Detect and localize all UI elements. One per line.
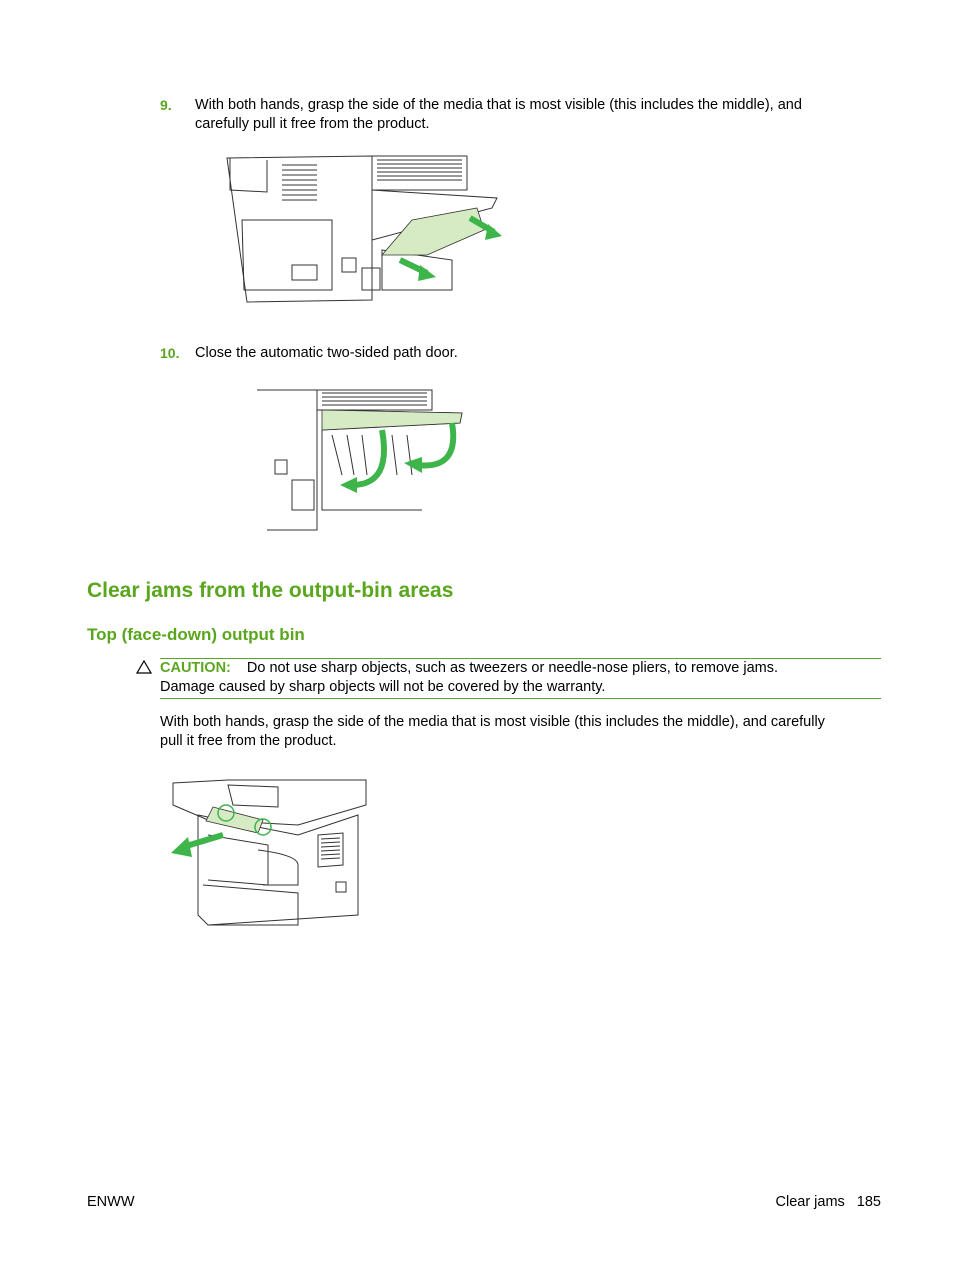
step-9-text: [195, 96, 895, 134]
step-9-text-line1: With both hands, grasp the side of the media that is most visible (this includes the middle), and: [195, 97, 802, 113]
illustration-close-duplex-door: [242, 385, 467, 535]
caution-line2: Damage caused by sharp objects will not be covered by the warranty.: [160, 679, 606, 695]
caution-text: [160, 659, 881, 697]
instruction-paragraph: [160, 713, 890, 751]
step-10-number: 10.: [160, 345, 180, 361]
footer-left: ENWW: [87, 1194, 135, 1210]
step-9-text-line2: carefully pull it free from the product.: [195, 116, 430, 132]
page-number: 185: [856, 1194, 881, 1210]
caution-line1: [160, 659, 881, 678]
instruction-line2: pull it free from the product.: [160, 733, 337, 749]
section-title: Clear jams from the output-bin areas: [87, 579, 454, 602]
subsection-title: Top (face-down) output bin: [87, 625, 305, 644]
footer-section-label: Clear jams: [775, 1194, 845, 1210]
caution-label: CAUTION:: [160, 660, 231, 676]
illustration-top-output-bin: [168, 775, 373, 935]
caution-bottom-rule: [160, 698, 881, 699]
illustration-rear-media-removal: [222, 150, 507, 310]
instruction-line1: With both hands, grasp the side of the media that is most visible (this includes the middle), and carefully: [160, 714, 825, 730]
step-9-number: 9.: [160, 97, 172, 113]
caution-triangle-icon: [136, 660, 152, 674]
footer-right: [776, 1194, 882, 1210]
caution-line1-text: Do not use sharp objects, such as tweezers or needle-nose pliers, to remove jams.: [246, 660, 779, 676]
step-10-text: Close the automatic two-sided path door.: [195, 345, 458, 361]
